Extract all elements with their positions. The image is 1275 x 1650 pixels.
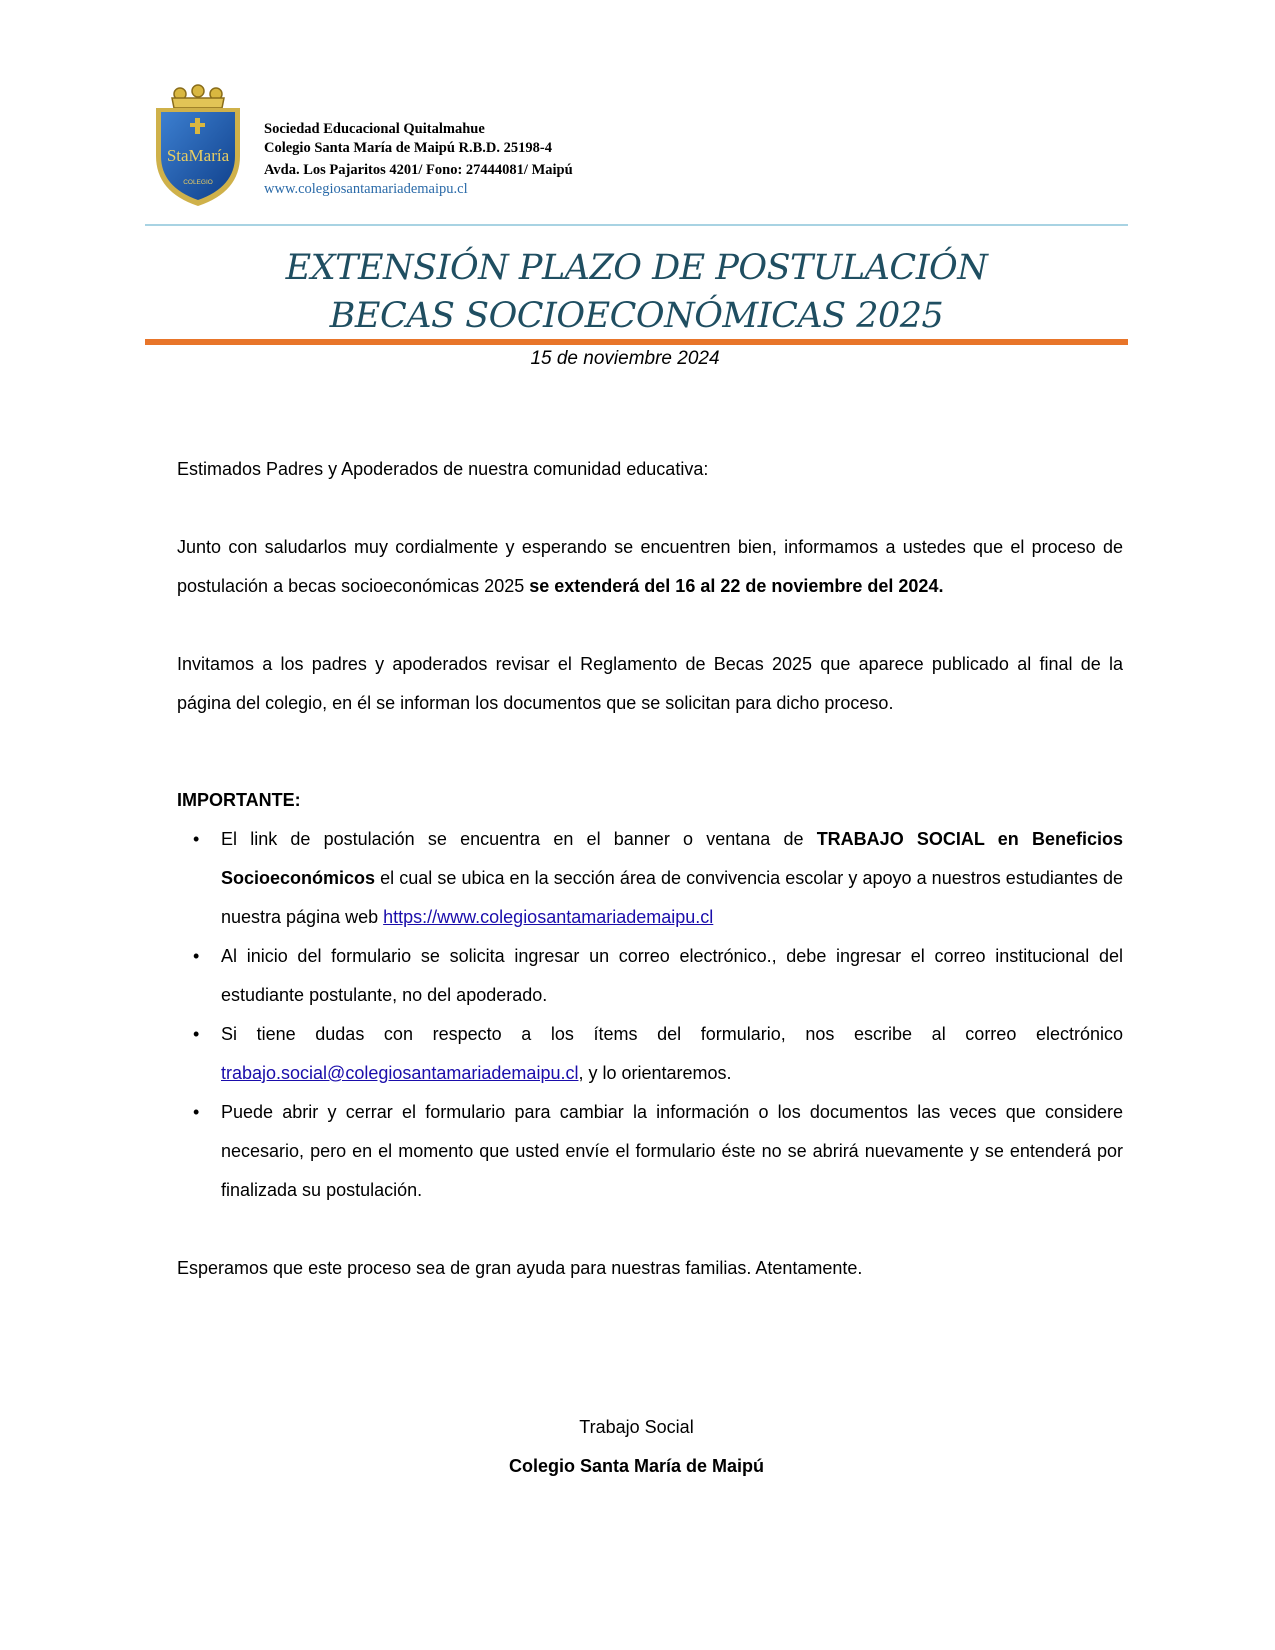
signature-organization: Colegio Santa María de Maipú: [508, 1456, 765, 1476]
logo-text: StaMaría: [166, 146, 230, 165]
greeting: Estimados Padres y Apoderados de nuestra comunidad educativa:: [177, 459, 709, 479]
title-underline: [145, 339, 1128, 345]
bullet-text: el cual se ubica en la sección área de convivencia escolar y apoyo a nuestros estudiantes de nuestra página web: [221, 868, 1123, 927]
list-item: [221, 1015, 1123, 1093]
list-item: • Al inicio del formulario se solicita ingresar un correo electrónico., debe ingresar el correo institucional del estudiante postulante, no del apoderado.: [221, 937, 1123, 1015]
bullet-text: Si tiene dudas con respecto a los ítems del formulario, nos escribe al correo electrónico: [221, 1024, 1123, 1044]
bullet-text: , y lo orientaremos.: [578, 1063, 732, 1083]
address-phone: Avda. Los Pajaritos 4201/ Fono: 27444081/ Maipú: [264, 161, 573, 178]
page-title: [145, 244, 1128, 340]
letter-body: [177, 450, 1123, 1288]
signature-department: Trabajo Social: [579, 1417, 694, 1437]
important-heading: IMPORTANTE:: [177, 790, 301, 810]
paragraph-extension-dates: se extenderá del 16 al 22 de noviembre del 2024.: [529, 576, 944, 596]
logo-subtext: COLEGIO: [183, 179, 213, 186]
paragraph-extension-text: Junto con saludarlos muy cordialmente y esperando se encuentren bien, informamos a ustedes que el proceso de postulación a becas socioeconómicas 2025: [177, 537, 1123, 596]
school-name-rbd: Colegio Santa María de Maipú R.B.D. 25198-4: [264, 139, 552, 156]
bullet-text: El link de postulación se encuentra en el banner o ventana de: [221, 829, 817, 849]
important-list: [177, 820, 1123, 1210]
letterhead: [150, 84, 1130, 208]
document-date: 15 de noviembre 2024: [530, 348, 720, 369]
email-link[interactable]: trabajo.social@colegiosantamariademaipu.cl: [221, 1063, 579, 1083]
paragraph-regulation: Invitamos a los padres y apoderados revisar el Reglamento de Becas 2025 que aparece publicado al final de la página del colegio, en él se informan los documentos que se solicitan para dicho proceso.: [177, 654, 1123, 713]
title-line-1: EXTENSIÓN PLAZO DE POSTULACIÓN: [285, 248, 988, 288]
paragraph-extension: [177, 528, 1123, 606]
website-link[interactable]: www.colegiosantamariademaipu.cl: [264, 180, 468, 197]
list-item: • Puede abrir y cerrar el formulario para cambiar la información o los documentos las veces que considere necesario, pero en el momento que usted envíe el formulario éste no se abrirá nuevamente y se entenderá por finalizada su postulación.: [221, 1093, 1123, 1210]
society-name: Sociedad Educacional Quitalmahue: [264, 121, 485, 137]
list-item: [221, 820, 1123, 937]
signature-block: [145, 1408, 1128, 1486]
letterhead-text: [264, 120, 573, 198]
school-crest-logo: [150, 84, 246, 208]
school-website-link[interactable]: https://www.colegiosantamariademaipu.cl: [383, 907, 714, 927]
closing-line: Esperamos que este proceso sea de gran ayuda para nuestras familias. Atentamente.: [177, 1258, 863, 1278]
title-line-2: BECAS SOCIOECONÓMICAS 2025: [329, 296, 944, 336]
bullet-bold: TRABAJO SOCIAL en Beneficios Socioeconómicos: [221, 829, 1123, 888]
header-divider: [145, 224, 1128, 226]
